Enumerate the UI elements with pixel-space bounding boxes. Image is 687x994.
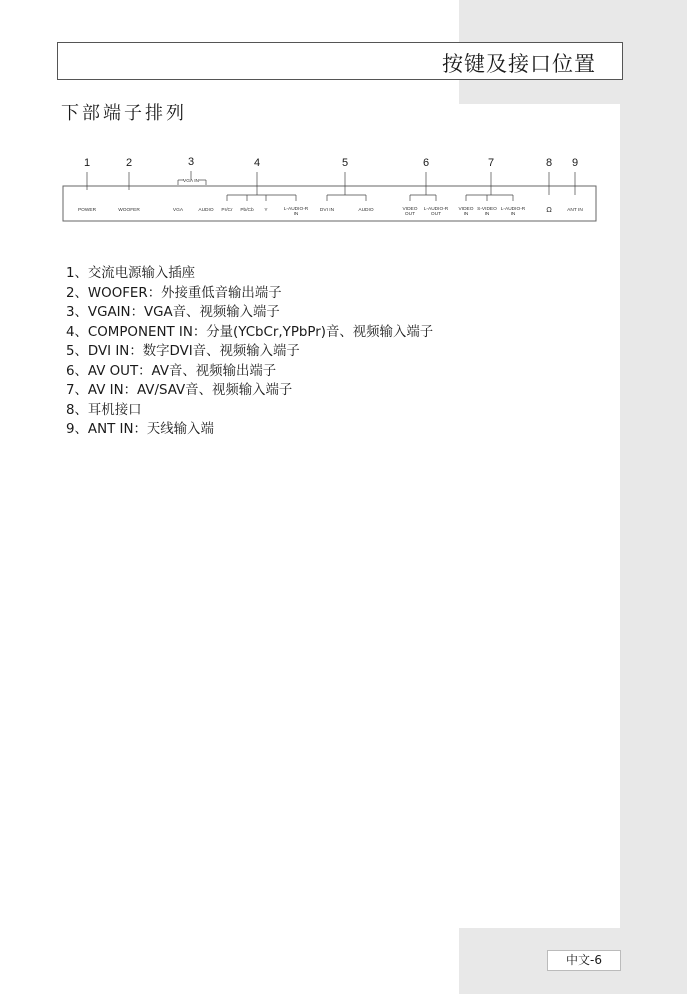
headphone-icon: Ω [546,206,552,214]
dvi-audio-label: AUDIO [358,208,374,213]
audio-out-sub: OUT [430,212,442,217]
audio-in-sub: IN [510,212,516,217]
woofer-label: WOOFER [118,208,140,213]
list-item: 8、耳机接口 [66,402,142,418]
power-label: POWER [77,208,97,213]
list-item: 3、VGAIN：VGA音、视频输入端子 [66,305,280,320]
callout-7: 7 [487,157,495,169]
y-label: Y [264,208,268,213]
callout-9: 9 [571,157,579,169]
panel-outline [63,186,596,221]
vga-in-group-label: VGA IN [183,179,199,184]
video-out-sub: OUT [404,212,416,217]
video-out-label: VIDEO [402,207,418,212]
svideo-in-sub: IN [484,212,490,217]
terminal-panel-diagram [0,0,687,260]
ant-in-label: ANT IN [567,208,583,213]
component-audio-label: L-AUDIO-R [283,207,309,212]
callout-3: 3 [187,156,195,168]
audio-out-label: L-AUDIO-R [423,207,449,212]
terminal-description-list [66,264,433,440]
list-item: 7、AV IN：AV/SAV音、视频输入端子 [66,383,293,398]
page-title: 按键及接口位置 [442,52,596,76]
video-in-label: VIDEO [458,207,474,212]
list-item: 1、交流电源输入插座 [66,266,196,281]
video-in-sub: IN [463,212,469,217]
list-item: 5、DVI IN：数字DVI音、视频输入端子 [66,344,300,359]
audio-in-label: L-AUDIO-R [500,207,526,212]
callout-8: 8 [545,157,553,169]
pr-cr-label: Pr/Cr [221,208,233,213]
section-heading: 下部端子排列 [61,103,187,124]
callout-1: 1 [83,157,91,169]
component-audio-sub: IN [293,212,299,217]
page-number: 中文-6 [547,950,621,971]
callout-4: 4 [253,157,261,169]
list-item: 2、WOOFER：外接重低音输出端子 [66,285,282,301]
dvi-in-label: DVI IN [319,208,335,213]
list-item: 6、AV OUT：AV音、视频输出端子 [66,363,277,379]
svideo-in-label: S-VIDEO [477,207,497,212]
vga-label: VGA [172,208,184,213]
callout-5: 5 [341,157,349,169]
pb-cb-label: Pb/Cb [240,208,254,213]
callout-6: 6 [422,157,430,169]
list-item: 4、COMPONENT IN：分量(YCbCr,YPbPr)音、视频输入端子 [66,324,434,340]
callout-2: 2 [125,157,133,169]
vga-audio-label: AUDIO [198,208,214,213]
list-item: 9、ANT IN：天线输入端 [66,422,214,437]
